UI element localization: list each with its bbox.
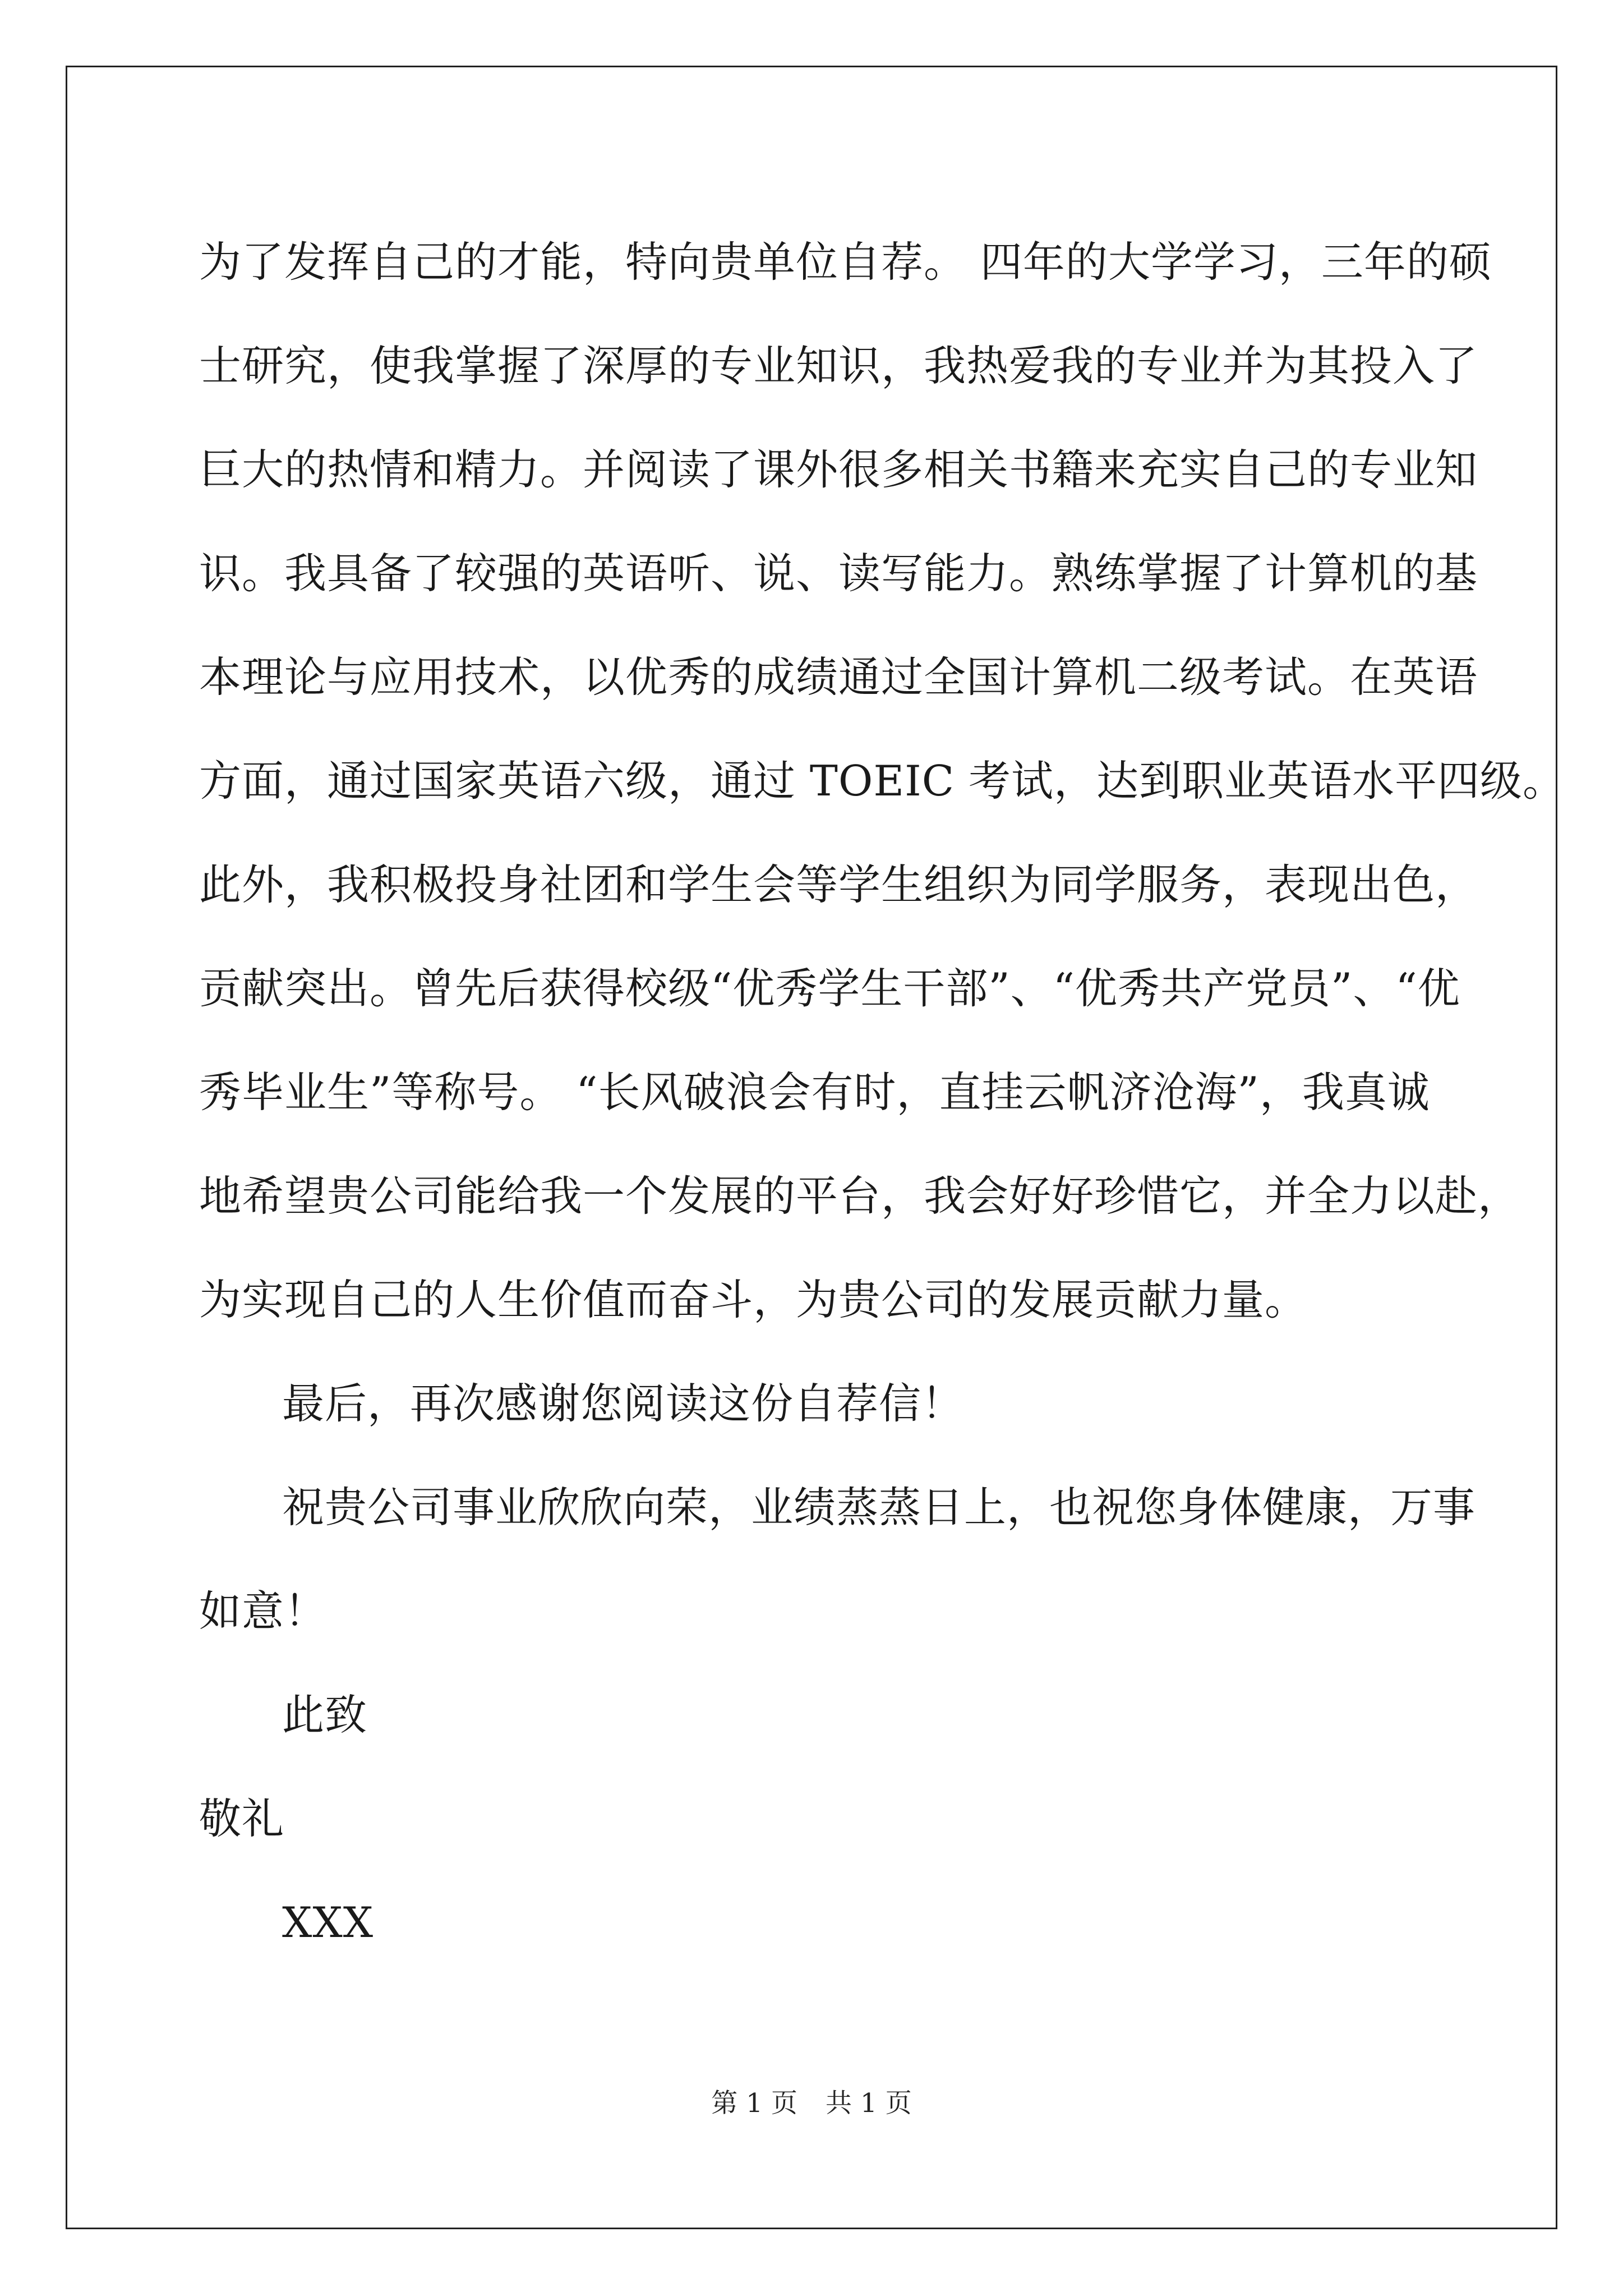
- wish-line-continued: 如意！: [199, 1586, 328, 1636]
- paragraph-line: 秀毕业生”等称号。 “长风破浪会有时，直挂云帆济沧海”，我真诚: [199, 1068, 1430, 1117]
- paragraph-line: 本理论与应用技术，以优秀的成绩通过全国计算机二级考试。在英语: [199, 652, 1478, 702]
- paragraph-line: 方面，通过国家英语六级，通过 TOEIC 考试，达到职业英语水平四级。: [199, 756, 1565, 806]
- closing-thanks: 最后，再次感谢您阅读这份自荐信！: [282, 1379, 965, 1428]
- page-footer: [0, 2087, 1623, 2120]
- paragraph-line: 此外，我积极投身社团和学生会等学生组织为同学服务，表现出色，: [199, 860, 1478, 909]
- page-number: 第 1 页: [711, 2088, 797, 2119]
- page-total: 共 1 页: [826, 2088, 912, 2119]
- paragraph-line: 贡献突出。曾先后获得校级“优秀学生干部”、“优秀共产党员”、“优: [199, 964, 1460, 1013]
- wish-line: 祝贵公司事业欣欣向荣，业绩蒸蒸日上，也祝您身体健康，万事: [282, 1483, 1476, 1532]
- letter-body: [199, 210, 1565, 1975]
- paragraph-line: 地希望贵公司能给我一个发展的平台，我会好好珍惜它，并全力以赴，: [199, 1171, 1521, 1221]
- paragraph-line: 识。我具备了较强的英语听、说、读写能力。熟练掌握了计算机的基: [199, 549, 1478, 598]
- paragraph-line: 巨大的热情和精力。并阅读了课外很多相关书籍来充实自己的专业知: [199, 445, 1478, 494]
- regards: 敬礼: [199, 1794, 285, 1843]
- salutation: 此致: [282, 1690, 368, 1740]
- paragraph-line: 为了发挥自己的才能，特向贵单位自荐。 四年的大学学习，三年的硕: [199, 237, 1492, 287]
- signature: XXX: [282, 1898, 374, 1947]
- paragraph-line: 为实现自己的人生价值而奋斗，为贵公司的发展贡献力量。: [199, 1275, 1308, 1324]
- paragraph-line: 士研究，使我掌握了深厚的专业知识，我热爱我的专业并为其投入了: [199, 341, 1478, 390]
